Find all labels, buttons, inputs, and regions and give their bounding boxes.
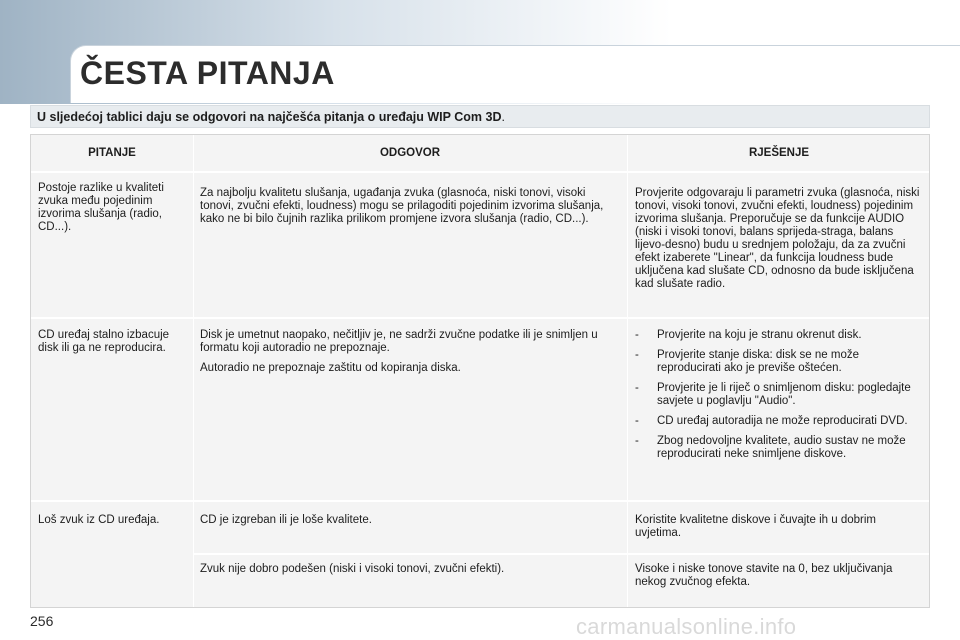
intro-period: . [501, 110, 505, 124]
column-divider [193, 135, 194, 607]
bullet-dash: - [635, 382, 639, 394]
answer-cell [200, 329, 620, 382]
list-item [635, 435, 925, 461]
row-divider [31, 500, 929, 502]
solution-list [635, 329, 925, 461]
solution-cell: Visoke i niske tonove stavite na 0, bez uključivanja nekog zvučnog efekta. [635, 563, 893, 588]
answer-text: CD je izgreban ili je loše kvalitete. [200, 514, 372, 526]
column-header-answer: ODGOVOR [379, 147, 441, 159]
list-item-text: Provjerite je li riječ o snimljenom disku: pogledajte savjete u poglavlju "Audio". [657, 382, 911, 407]
answer-text: Zvuk nije dobro podešen (niski i visoki tonovi, zvučni efekti). [200, 563, 505, 575]
bullet-dash: - [635, 415, 639, 427]
row-divider [193, 553, 929, 555]
list-item [635, 415, 925, 428]
page-number: 256 [30, 613, 54, 629]
bullet-dash: - [635, 349, 639, 361]
answer-cell [200, 563, 620, 583]
list-item-text: CD uređaj autoradija ne može reproducirati DVD. [657, 415, 908, 427]
answer-text: Za najbolju kvalitetu slušanja, ugađanja zvuka (glasnoća, niski tonovi, visoki tonovi, zvučni efekti, loudness) mogu se prilagoditi pojedinim izvorima slušanja, kako ne bi bilo čujnih razlika prilikom promjene izvora slušanja (radio, CD...). [200, 187, 604, 225]
row-divider [31, 171, 929, 173]
column-header-question: PITANJE [88, 147, 136, 159]
list-item-text: Provjerite stanje diska: disk se ne može reproducirati ako je previše oštećen. [657, 349, 859, 374]
column-divider [627, 135, 628, 607]
watermark: carmanualsonline.info [576, 614, 797, 639]
list-item [635, 382, 925, 408]
list-item-text: Zbog nedovoljne kvalitete, audio sustav ne može reproducirati neke snimljene diskove. [657, 435, 906, 460]
answer-cell [200, 187, 620, 233]
intro-sentence: U sljedećoj tablici daju se odgovori na najčešća pitanja o uređaju WIP Com 3D [37, 110, 502, 124]
bullet-dash: - [635, 435, 639, 447]
qa-table [30, 134, 930, 608]
row-divider [31, 317, 929, 319]
intro-text [37, 110, 505, 124]
intro-bar [30, 105, 930, 128]
list-item [635, 349, 925, 375]
question-cell: Loš zvuk iz CD uređaja. [38, 514, 160, 526]
question-cell: Postoje razlike u kvaliteti zvuka među pojedinim izvorima slušanja (radio, CD...). [38, 182, 164, 233]
solution-cell: Koristite kvalitetne diskove i čuvajte ih u dobrim uvjetima. [635, 514, 876, 539]
solution-cell [635, 329, 925, 468]
solution-cell: Provjerite odgovaraju li parametri zvuka (glasnoća, niski tonovi, visoki tonovi, zvučni efekti, loudness) pojedinim izvorima slušanja. Preporučuje se da funkcije AUDIO (niski i visoki tonovi, balans sprijeda-straga, balans lijevo-desno) budu u srednjem položaju, da za zvučni efekt izaberete "Linear", da funkcija loudness bude uključena kad slušate CD, odnosno da bude isključena kad slušate radio. [635, 187, 920, 290]
answer-cell [200, 514, 620, 534]
list-item-text: Provjerite na koju je stranu okrenut disk. [657, 329, 862, 341]
answer-text: Autoradio ne prepoznaje zaštitu od kopiranja diska. [200, 362, 461, 374]
page-title: ČESTA PITANJA [80, 55, 335, 91]
question-cell: CD uređaj stalno izbacuje disk ili ga ne reproducira. [38, 329, 170, 354]
column-header-solution: RJEŠENJE [748, 147, 810, 159]
list-item [635, 329, 925, 342]
answer-text: Disk je umetnut naopako, nečitljiv je, ne sadrži zvučne podatke ili je snimljen u formatu koji autoradio ne prepoznaje. [200, 329, 598, 354]
bullet-dash: - [635, 329, 639, 341]
